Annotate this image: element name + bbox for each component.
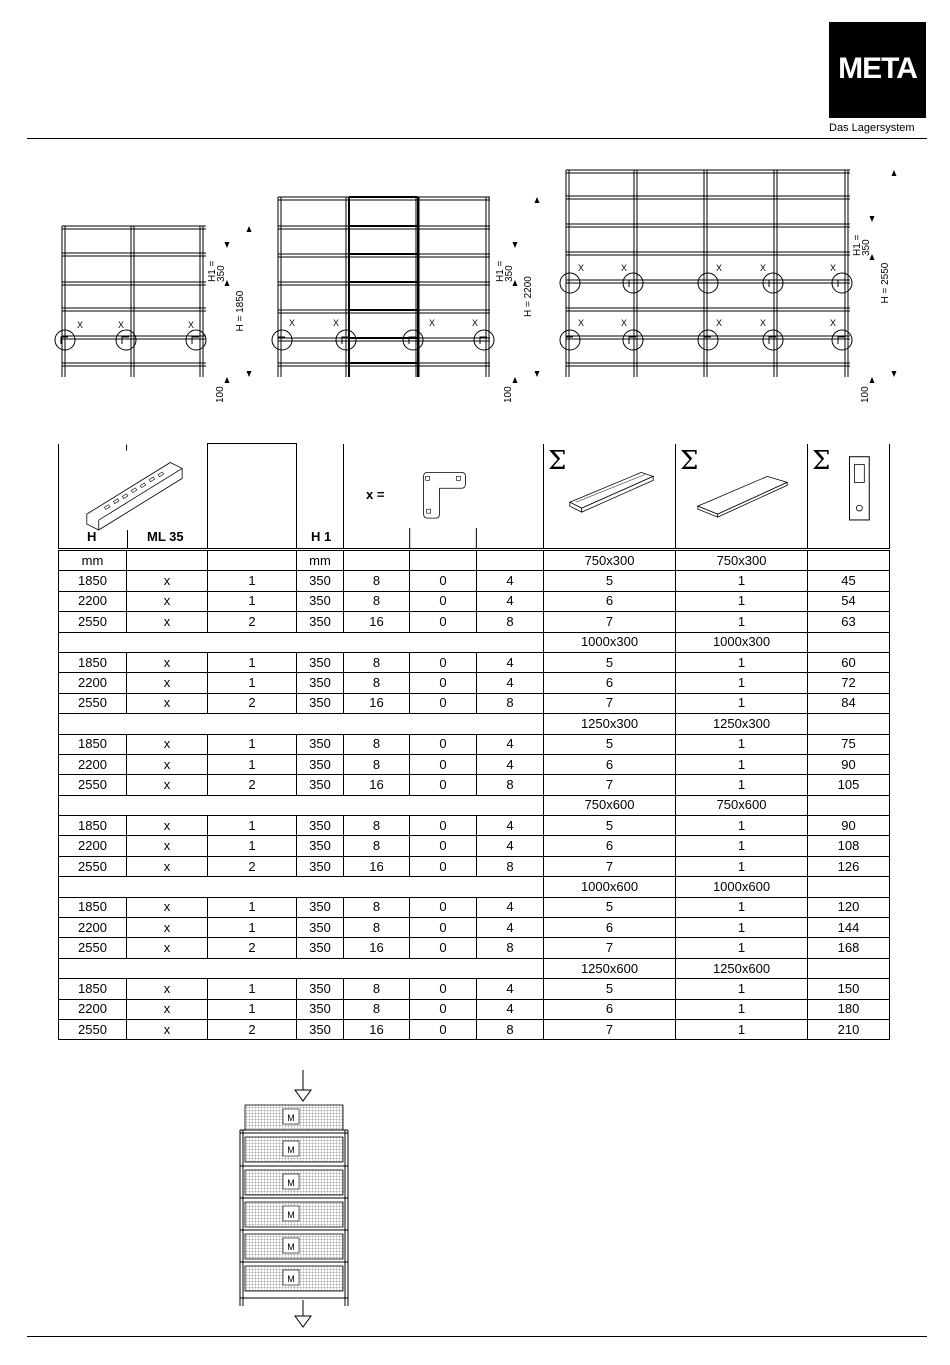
cell-h: 2550 <box>59 938 127 958</box>
cell-ml35: x <box>127 591 208 611</box>
cell-total: 63 <box>808 612 890 632</box>
cell-shelf2: 1 <box>676 693 808 713</box>
cell-qty: 1 <box>208 652 297 672</box>
cell-h: 1850 <box>59 652 127 672</box>
h1-value: 350 <box>216 265 227 282</box>
cell-h1: 350 <box>297 693 344 713</box>
cell-ml35: x <box>127 999 208 1019</box>
cell-h: 2200 <box>59 999 127 1019</box>
x-mark: X <box>429 318 436 328</box>
cell-x1: 16 <box>344 856 410 876</box>
h1-value: 350 <box>861 239 872 256</box>
cell-x1: 8 <box>344 897 410 917</box>
cell-total: 90 <box>808 816 890 836</box>
cell-x1: 8 <box>344 816 410 836</box>
cell-shelf2: 1 <box>676 999 808 1019</box>
cell-h1: 350 <box>297 754 344 774</box>
size-shelf2: 750x300 <box>676 550 808 571</box>
cell-shelf2: 1 <box>676 734 808 754</box>
cell-shelf2: 1 <box>676 938 808 958</box>
cell-x2: 0 <box>410 693 477 713</box>
cell-x2: 0 <box>410 591 477 611</box>
h1-label: H1 = <box>852 234 863 256</box>
cell-h: 2200 <box>59 673 127 693</box>
header-h1: H 1 <box>297 444 344 550</box>
header-h: H <box>87 529 97 544</box>
cell-h: 1850 <box>59 897 127 917</box>
cell-shelf2: 1 <box>676 612 808 632</box>
cell-ml35: x <box>127 693 208 713</box>
cell-qty: 1 <box>208 836 297 856</box>
x-mark: X <box>333 318 340 328</box>
size-shelf1: 1250x300 <box>544 714 676 734</box>
cell-total: 168 <box>808 938 890 958</box>
cell-x3: 8 <box>477 1019 544 1039</box>
h1-label: H1 = <box>495 260 506 282</box>
cell-x2: 0 <box>410 754 477 774</box>
foot-label: 100 <box>215 386 226 403</box>
cell-shelf1: 6 <box>544 591 676 611</box>
cell-shelf1: 7 <box>544 612 676 632</box>
cell-x2: 0 <box>410 979 477 999</box>
cell-ml35: x <box>127 938 208 958</box>
cell-total: 60 <box>808 652 890 672</box>
cell-total: 45 <box>808 571 890 591</box>
cell-x1: 8 <box>344 591 410 611</box>
cell-qty: 1 <box>208 816 297 836</box>
cell-ml35: x <box>127 1019 208 1039</box>
load-arrow-top <box>295 1090 311 1101</box>
cell-x1: 8 <box>344 999 410 1019</box>
cell-shelf1: 6 <box>544 673 676 693</box>
cell-shelf1: 5 <box>544 652 676 672</box>
sigma-icon: Σ <box>548 445 567 476</box>
cell-x2: 0 <box>410 1019 477 1039</box>
cell-x2: 0 <box>410 652 477 672</box>
cell-ml35: x <box>127 897 208 917</box>
logo-brand: META <box>838 52 917 85</box>
x-mark: X <box>621 263 628 273</box>
cell-h: 2200 <box>59 754 127 774</box>
cell-shelf2: 1 <box>676 979 808 999</box>
cell-shelf2: 1 <box>676 754 808 774</box>
x-mark: X <box>77 320 84 330</box>
cell-shelf2: 1 <box>676 1019 808 1039</box>
cell-x1: 16 <box>344 1019 410 1039</box>
cell-total: 108 <box>808 836 890 856</box>
cell-x1: 8 <box>344 673 410 693</box>
x-mark: X <box>716 263 723 273</box>
header-ml35: ML 35 <box>147 529 184 544</box>
cell-h1: 350 <box>297 591 344 611</box>
cell-h1: 350 <box>297 979 344 999</box>
cell-x2: 0 <box>410 897 477 917</box>
cell-qty: 1 <box>208 897 297 917</box>
cell-shelf1: 5 <box>544 897 676 917</box>
cell-ml35: x <box>127 816 208 836</box>
cell-shelf1: 7 <box>544 938 676 958</box>
cell-shelf1: 6 <box>544 754 676 774</box>
cell-h1: 350 <box>297 816 344 836</box>
cell-shelf2: 1 <box>676 673 808 693</box>
cell-shelf1: 5 <box>544 571 676 591</box>
cell-h: 2550 <box>59 612 127 632</box>
cell-shelf1: 7 <box>544 1019 676 1039</box>
cell-h1: 350 <box>297 673 344 693</box>
cell-h: 2200 <box>59 836 127 856</box>
cell-x1: 16 <box>344 775 410 795</box>
cell-x2: 0 <box>410 571 477 591</box>
cell-shelf2: 1 <box>676 897 808 917</box>
x-mark: X <box>830 263 837 273</box>
cell-ml35: x <box>127 836 208 856</box>
cell-x1: 8 <box>344 979 410 999</box>
cell-x3: 8 <box>477 775 544 795</box>
cell-shelf2: 1 <box>676 816 808 836</box>
cell-ml35: x <box>127 571 208 591</box>
cell-h1: 350 <box>297 734 344 754</box>
size-shelf2: 1000x300 <box>676 632 808 652</box>
cell-h: 1850 <box>59 571 127 591</box>
cell-shelf2: 1 <box>676 918 808 938</box>
cell-x2: 0 <box>410 938 477 958</box>
cell-h1: 350 <box>297 999 344 1019</box>
cell-x1: 16 <box>344 612 410 632</box>
cell-x2: 0 <box>410 856 477 876</box>
cell-x1: 8 <box>344 918 410 938</box>
cell-h: 2200 <box>59 591 127 611</box>
cell-x2: 0 <box>410 918 477 938</box>
cell-h: 1850 <box>59 816 127 836</box>
cell-x2: 0 <box>410 836 477 856</box>
cell-total: 150 <box>808 979 890 999</box>
foot-label: 100 <box>860 386 871 403</box>
cell-x3: 8 <box>477 612 544 632</box>
cell-h: 2550 <box>59 775 127 795</box>
cell-total: 126 <box>808 856 890 876</box>
x-mark: X <box>578 263 585 273</box>
cell-qty: 2 <box>208 775 297 795</box>
x-mark: X <box>716 318 723 328</box>
cell-ml35: x <box>127 673 208 693</box>
cell-ml35: x <box>127 612 208 632</box>
size-shelf2: 1000x600 <box>676 877 808 897</box>
cell-h1: 350 <box>297 775 344 795</box>
size-shelf1: 750x300 <box>544 550 676 571</box>
x-mark: X <box>118 320 125 330</box>
label-box-text: M <box>287 1145 295 1155</box>
cell-x3: 4 <box>477 999 544 1019</box>
cell-shelf2: 1 <box>676 836 808 856</box>
cell-x1: 8 <box>344 734 410 754</box>
label-box-text: M <box>287 1113 295 1123</box>
cell-x2: 0 <box>410 816 477 836</box>
cell-x1: 8 <box>344 754 410 774</box>
cell-x3: 4 <box>477 979 544 999</box>
cell-x3: 4 <box>477 652 544 672</box>
cell-total: 105 <box>808 775 890 795</box>
size-shelf1: 750x600 <box>544 795 676 815</box>
cell-qty: 1 <box>208 673 297 693</box>
h1-value: 350 <box>504 265 515 282</box>
cell-ml35: x <box>127 754 208 774</box>
cell-x1: 8 <box>344 836 410 856</box>
cell-qty: 1 <box>208 918 297 938</box>
cell-ml35: x <box>127 918 208 938</box>
cell-h1: 350 <box>297 612 344 632</box>
cell-qty: 2 <box>208 612 297 632</box>
size-shelf2: 1250x600 <box>676 958 808 978</box>
cell-x3: 8 <box>477 856 544 876</box>
cell-shelf1: 5 <box>544 816 676 836</box>
cell-total: 180 <box>808 999 890 1019</box>
cell-shelf1: 7 <box>544 775 676 795</box>
cell-shelf2: 1 <box>676 775 808 795</box>
cell-x3: 4 <box>477 571 544 591</box>
cell-x3: 4 <box>477 673 544 693</box>
cell-h: 2550 <box>59 1019 127 1039</box>
cell-h: 2550 <box>59 856 127 876</box>
label-box-text: M <box>287 1274 295 1284</box>
cell-qty: 1 <box>208 591 297 611</box>
cell-x1: 16 <box>344 938 410 958</box>
cell-h: 1850 <box>59 734 127 754</box>
cell-shelf2: 1 <box>676 591 808 611</box>
cell-qty: 1 <box>208 979 297 999</box>
cell-x2: 0 <box>410 612 477 632</box>
cell-ml35: x <box>127 979 208 999</box>
size-shelf1: 1000x600 <box>544 877 676 897</box>
cell-x3: 4 <box>477 591 544 611</box>
cell-x2: 0 <box>410 734 477 754</box>
cell-ml35: x <box>127 652 208 672</box>
cell-total: 210 <box>808 1019 890 1039</box>
cell-shelf1: 7 <box>544 856 676 876</box>
cell-shelf1: 6 <box>544 999 676 1019</box>
cell-x2: 0 <box>410 999 477 1019</box>
height-label: H = 1850 <box>235 290 246 332</box>
cell-total: 75 <box>808 734 890 754</box>
cell-shelf2: 1 <box>676 652 808 672</box>
cell-shelf1: 5 <box>544 734 676 754</box>
cell-x2: 0 <box>410 673 477 693</box>
unit-h: mm <box>59 550 127 571</box>
cell-total: 54 <box>808 591 890 611</box>
cell-h: 2550 <box>59 693 127 713</box>
cell-x1: 8 <box>344 652 410 672</box>
x-mark: X <box>472 318 479 328</box>
cell-total: 120 <box>808 897 890 917</box>
cell-h1: 350 <box>297 571 344 591</box>
cell-x3: 4 <box>477 754 544 774</box>
cell-total: 84 <box>808 693 890 713</box>
cell-x3: 8 <box>477 693 544 713</box>
cell-qty: 2 <box>208 693 297 713</box>
h1-label: H1 = <box>207 260 218 282</box>
x-mark: X <box>830 318 837 328</box>
x-mark: X <box>760 263 767 273</box>
cell-x3: 4 <box>477 836 544 856</box>
cell-shelf2: 1 <box>676 571 808 591</box>
cell-x1: 16 <box>344 693 410 713</box>
cell-h1: 350 <box>297 938 344 958</box>
cell-shelf1: 5 <box>544 979 676 999</box>
x-equals-label: x = <box>366 486 385 502</box>
cell-h1: 350 <box>297 836 344 856</box>
label-box-text: M <box>287 1178 295 1188</box>
cell-shelf1: 7 <box>544 693 676 713</box>
cell-qty: 2 <box>208 938 297 958</box>
cell-h1: 350 <box>297 856 344 876</box>
cell-ml35: x <box>127 775 208 795</box>
cell-x1: 8 <box>344 571 410 591</box>
cell-total: 90 <box>808 754 890 774</box>
x-mark: X <box>289 318 296 328</box>
unit-h1: mm <box>297 550 344 571</box>
cell-ml35: x <box>127 856 208 876</box>
cell-h: 2200 <box>59 918 127 938</box>
logo-tagline: Das Lagersystem <box>829 122 915 134</box>
cell-shelf1: 6 <box>544 836 676 856</box>
cell-qty: 1 <box>208 999 297 1019</box>
foot-label: 100 <box>503 386 514 403</box>
cell-shelf2: 1 <box>676 856 808 876</box>
load-arrow-bottom <box>295 1316 311 1327</box>
cell-qty: 1 <box>208 754 297 774</box>
size-shelf2: 1250x300 <box>676 714 808 734</box>
size-shelf1: 1000x300 <box>544 632 676 652</box>
label-box-text: M <box>287 1242 295 1252</box>
cell-total: 72 <box>808 673 890 693</box>
height-label: H = 2550 <box>880 262 891 304</box>
cell-x3: 4 <box>477 897 544 917</box>
cell-h1: 350 <box>297 652 344 672</box>
cell-x3: 4 <box>477 918 544 938</box>
cell-x3: 8 <box>477 938 544 958</box>
x-mark: X <box>188 320 195 330</box>
x-mark: X <box>621 318 628 328</box>
cell-h1: 350 <box>297 897 344 917</box>
height-label: H = 2200 <box>523 276 534 317</box>
cell-qty: 2 <box>208 856 297 876</box>
x-mark: X <box>578 318 585 328</box>
cell-qty: 1 <box>208 734 297 754</box>
sigma-icon: Σ <box>812 445 831 476</box>
x-mark: X <box>760 318 767 328</box>
cell-ml35: x <box>127 734 208 754</box>
size-shelf1: 1250x600 <box>544 958 676 978</box>
cell-total: 144 <box>808 918 890 938</box>
cell-h1: 350 <box>297 918 344 938</box>
cell-h: 1850 <box>59 979 127 999</box>
cell-qty: 2 <box>208 1019 297 1039</box>
cell-h1: 350 <box>297 1019 344 1039</box>
cell-x3: 4 <box>477 816 544 836</box>
cell-x2: 0 <box>410 775 477 795</box>
cell-x3: 4 <box>477 734 544 754</box>
sigma-icon: Σ <box>680 445 699 476</box>
cell-qty: 1 <box>208 571 297 591</box>
size-shelf2: 750x600 <box>676 795 808 815</box>
label-box-text: M <box>287 1210 295 1220</box>
cell-shelf1: 6 <box>544 918 676 938</box>
